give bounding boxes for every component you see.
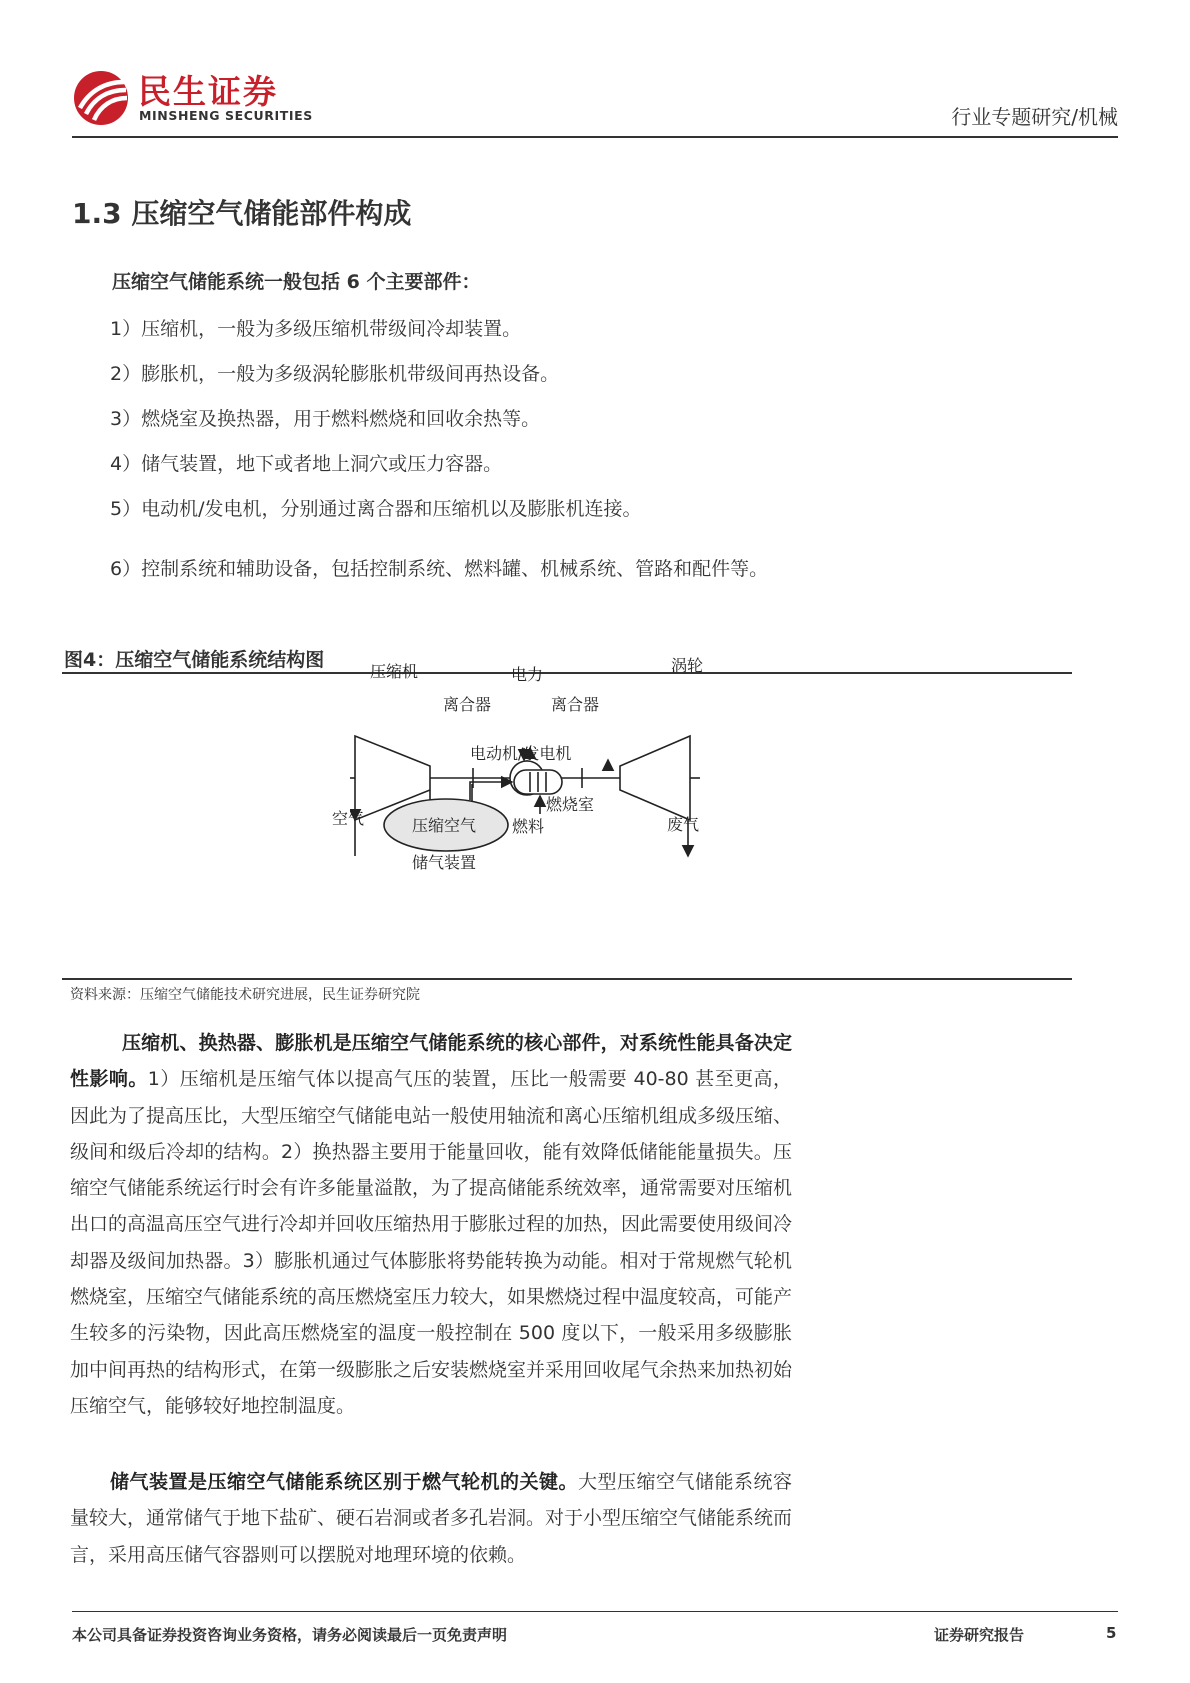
brand-name-cn: 民生证券: [138, 72, 278, 111]
paragraph-2-bold: 储气装置是压缩空气储能系统区别于燃气轮机的关键。: [110, 1471, 578, 1493]
label-storage: 储气装置: [412, 853, 477, 872]
paragraph-1-text: 1）压缩机是压缩气体以提高气压的装置，压比一般需要 40-80 甚至更高，因此为了提高压比，大型压缩空气储能电站一般使用轴流和离心压缩机组成多级压缩、级间和级后冷却的结构。2）换热器主要用于能量回收，能有效降低储能能量损失。压缩空气储能系统运行时会有许多能量溢散，为了提高储能系统效率，通常需要对压缩机出口的高温高压空气进行冷却并回收压缩热用于膨胀过程的加热，因此需要使用级间冷却器及级间加热器。3）膨胀机通过气体膨胀将势能转换为动能。相对于常规燃气轮机燃烧室，压缩空气储能系统的高压燃烧室压力较大，如果燃烧过程中温度较高，可能产生较多的污染物，因此高压燃烧室的温度一般控制在 500 度以下，一般采用多级膨胀加中间再热的结构形式，在第一级膨胀之后安装燃烧室并采用回收尾气余热来加热初始压缩空气，能够较好地控制温度。: [70, 1068, 793, 1417]
footer-report-type: 证券研究报告: [934, 1626, 1025, 1644]
paragraph-core-components: [70, 1025, 792, 1424]
header-divider: [72, 136, 1118, 138]
figure-source: 资料来源：压缩空气储能技术研究进展，民生证券研究院: [70, 987, 420, 1003]
component-item-1: 1）压缩机，一般为多级压缩机带级间冷却装置。: [110, 318, 522, 340]
label-exhaust: 废气: [667, 815, 700, 834]
brand-name-en: MINSHENG SECURITIES: [139, 108, 313, 123]
component-item-2: 2）膨胀机，一般为多级涡轮膨胀机带级间再热设备。: [110, 363, 560, 385]
footer-divider: [72, 1611, 1118, 1612]
label-fuel: 燃料: [512, 817, 545, 836]
page-number: 5: [1106, 1624, 1117, 1642]
paragraph-storage: [70, 1464, 792, 1573]
label-combustor: 燃烧室: [546, 795, 595, 814]
section-title: 1.3 压缩空气储能部件构成: [72, 197, 412, 230]
minsheng-logo-icon: [72, 68, 132, 126]
figure-title: 图4：压缩空气储能系统结构图: [64, 649, 325, 671]
paragraph-2-text: 大型压缩空气储能系统容量较大，通常储气于地下盐矿、硬石岩洞或者多孔岩洞。对于小型压缩空气储能系统而言，采用高压储气容器则可以摆脱对地理环境的依赖。: [70, 1471, 793, 1566]
label-power: 电力: [511, 665, 544, 684]
label-compressor: 压缩机: [370, 662, 419, 681]
label-compressed-air: 压缩空气: [412, 816, 477, 835]
paragraph-1-bold: 压缩机、换热器、膨胀机是压缩空气储能系统的核心部件，对系统性能具备决定性影响。: [70, 1032, 792, 1091]
label-motor-generator: 电动机/发电机: [470, 744, 572, 763]
label-clutch-left: 离合器: [443, 695, 492, 714]
component-item-5: 5）电动机/发电机，分别通过离合器和压缩机以及膨胀机连接。: [110, 498, 642, 520]
figure-bottom-rule: [62, 978, 1072, 980]
label-turbine: 涡轮: [671, 656, 704, 675]
report-category: 行业专题研究/机械: [951, 105, 1118, 129]
label-clutch-right: 离合器: [551, 695, 600, 714]
components-intro: 压缩空气储能系统一般包括 6 个主要部件：: [112, 271, 481, 293]
component-item-6: 6）控制系统和辅助设备，包括控制系统、燃料罐、机械系统、管路和配件等。: [110, 558, 769, 580]
footer-disclaimer: 本公司具备证券投资咨询业务资格，请务必阅读最后一页免责声明: [72, 1626, 508, 1644]
component-item-4: 4）储气装置，地下或者地上洞穴或压力容器。: [110, 453, 503, 475]
component-item-3: 3）燃烧室及换热器，用于燃料燃烧和回收余热等。: [110, 408, 541, 430]
label-air: 空气: [332, 809, 365, 828]
